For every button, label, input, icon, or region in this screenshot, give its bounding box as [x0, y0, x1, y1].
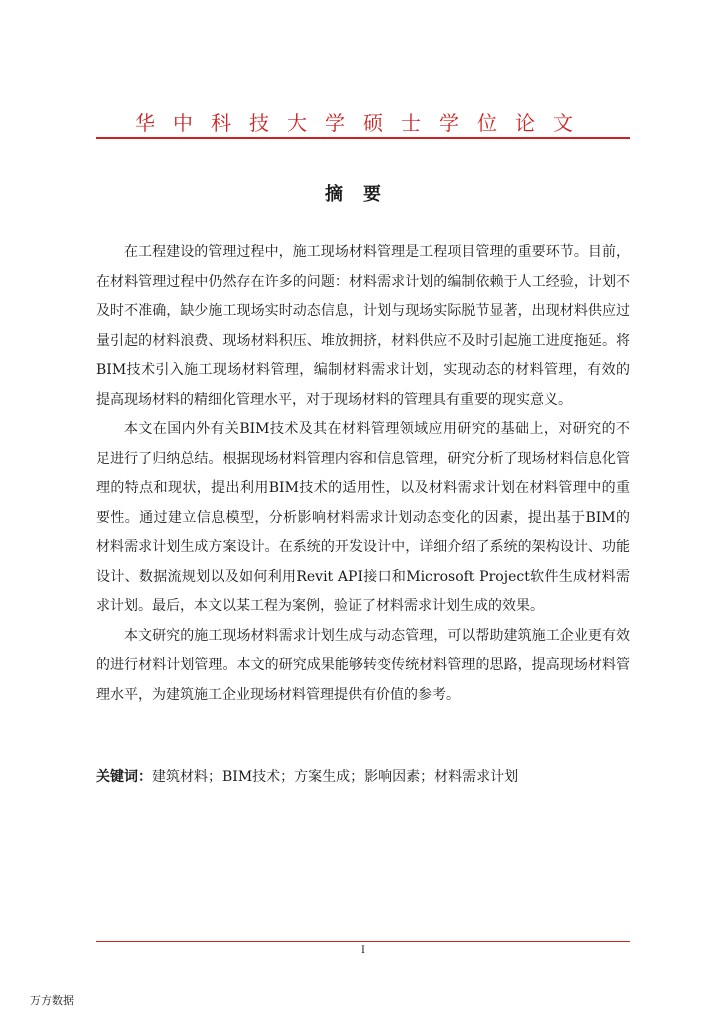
keywords-text: 建筑材料；BIM技术；方案生成；影响因素；材料需求计划 — [152, 769, 519, 785]
abstract-paragraph-3: 本文研究的施工现场材料需求计划生成与动态管理，可以帮助建筑施工企业更有效的进行材料计划管理。本文的研究成果能够转变传统材料管理的思路，提高现场材料管理水平，为建筑施工企业现场材料管理提供有价值的参考。 — [96, 627, 630, 703]
page-number: I — [361, 945, 365, 956]
abstract-paragraph-1: 在工程建设的管理过程中，施工现场材料管理是工程项目管理的重要环节。目前，在材料管理过程中仍然存在许多的问题：材料需求计划的编制依赖于人工经验，计划不及时不准确，缺少施工现场实时动态信息，计划与现场实际脱节显著，出现材料供应过量引起的材料浪费、现场材料积压、堆放拥挤，材料供应不及时引起施工进度拖延。将BIM技术引入施工现场材料管理，编制材料需求计划，实现动态的材料管理，有效的提高现场材料的精细化管理水平，对于现场材料的管理具有重要的现实意义。 — [96, 244, 630, 408]
header-divider — [96, 137, 630, 139]
abstract-heading: 摘要 — [325, 184, 401, 205]
footer-divider — [96, 941, 630, 942]
thesis-header-title: 华中科技大学硕士学位论文 — [135, 111, 591, 135]
abstract-paragraph-2: 本文在国内外有关BIM技术及其在材料管理领域应用研究的基础上，对研究的不足进行了归纳总结。根据现场材料管理内容和信息管理，研究分析了现场材料信息化管理的特点和现状，提出利用BIM技术的适用性，以及材料需求计划在材料管理中的重要性。通过建立信息模型，分析影响材料需求计划动态变化的因素，提出基于BIM的材料需求计划生成方案设计。在系统的开发设计中，详细介绍了系统的架构设计、功能设计、数据流规划以及如何利用Revit API接口和Microsoft Project软件生成材料需求计划。最后，本文以某工程为案例，验证了材料需求计划生成的效果。 — [96, 421, 630, 614]
keywords-line — [96, 766, 636, 788]
abstract-body — [96, 238, 630, 710]
source-watermark: 万方数据 — [30, 994, 74, 1007]
keywords-label: 关键词： — [96, 769, 152, 785]
